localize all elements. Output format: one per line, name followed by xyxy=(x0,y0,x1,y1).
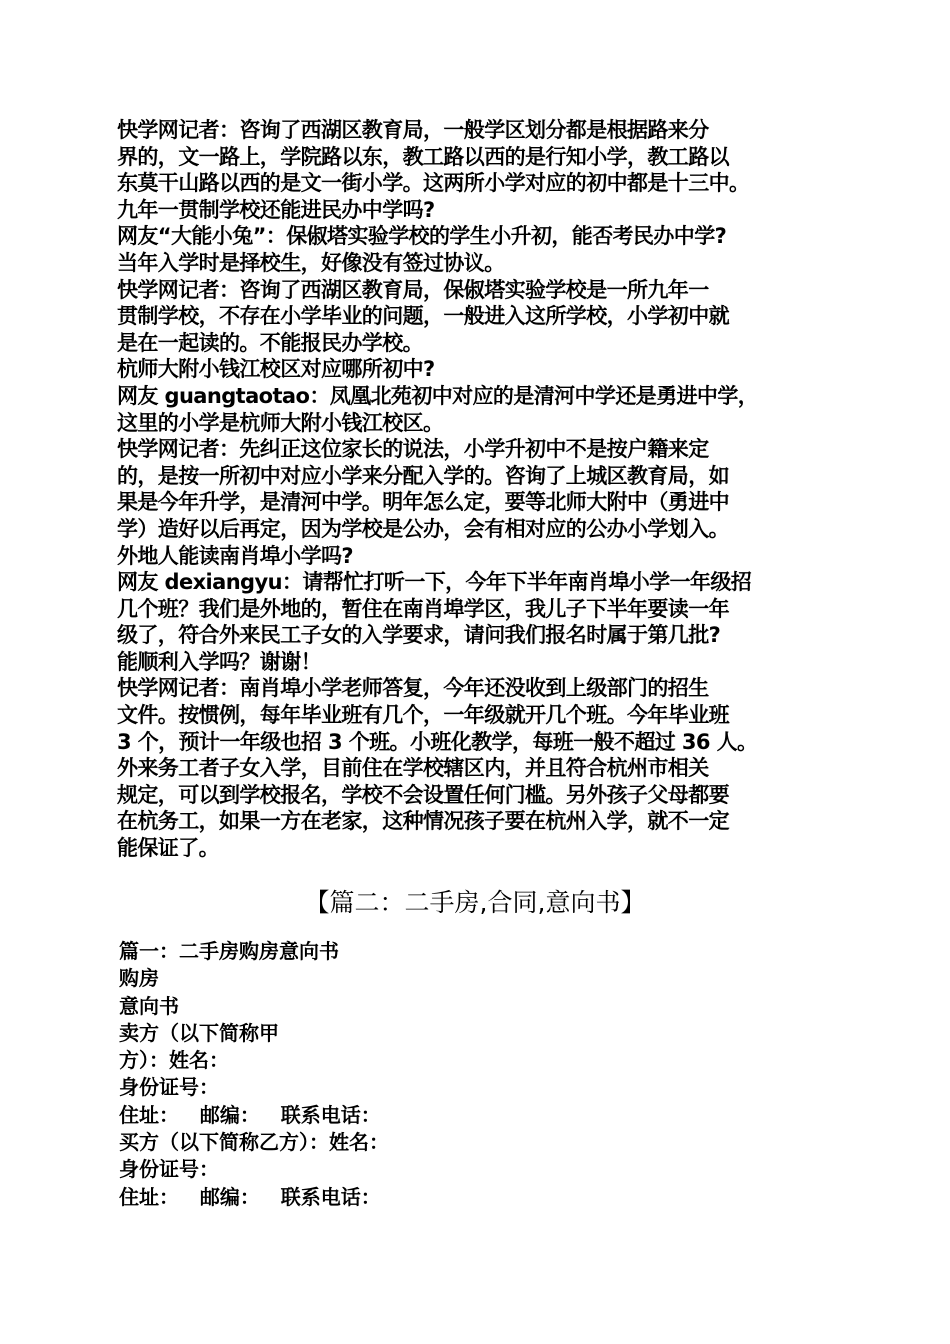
seller-name-field: 方）：姓名： xyxy=(119,1048,229,1073)
seller-address-field: 住址： 邮编： 联系电话： xyxy=(119,1102,381,1127)
qa-line: 能保证了。 xyxy=(117,836,219,861)
qa-line: 果是今年升学，是清河中学。明年怎么定，要等北师大附中（勇进中 xyxy=(117,490,729,515)
qa-line: 3 个，预计一年级也招 3 个班。小班化教学，每班一般不超过 36 人。 xyxy=(117,729,758,754)
qa-line: 的，是按一所初中对应小学来分配入学的。咨询了上城区教育局，如 xyxy=(117,463,729,488)
buyer-name-field: 买方（以下简称乙方）：姓名： xyxy=(119,1130,389,1155)
qa-question-heading: 外地人能读南肖埠小学吗? xyxy=(117,543,353,568)
buyer-id-field: 身份证号： xyxy=(119,1157,219,1182)
qa-article xyxy=(117,117,847,862)
section-title: 【篇二：二手房,合同,意向书】 xyxy=(304,888,646,917)
qa-question-heading: 九年一贯制学校还能进民办中学吗? xyxy=(117,197,435,222)
seller-id-field: 身份证号： xyxy=(119,1075,219,1100)
qa-line: 外来务工者子女入学，目前住在学校辖区内，并且符合杭州市相关 xyxy=(117,756,709,781)
qa-line: 东莫干山路以西的是文一街小学。这两所小学对应的初中都是十三中。 xyxy=(117,171,750,196)
qa-line: 快学网记者：咨询了西湖区教育局，保俶塔实验学校是一所九年一 xyxy=(117,277,709,302)
qa-line: 文件。按惯例，每年毕业班有几个，一年级就开几个班。今年毕业班 xyxy=(117,703,729,728)
qa-line: 级了，符合外来民工子女的入学要求，请问我们报名时属于第几批? xyxy=(117,623,721,648)
buyer-address-field: 住址： 邮编： 联系电话： xyxy=(119,1184,381,1209)
contract-line: 意向书 xyxy=(119,993,179,1018)
qa-line: 是在一起读的。不能报民办学校。 xyxy=(117,330,423,355)
qa-line: 快学网记者：咨询了西湖区教育局，一般学区划分都是根据路来分 xyxy=(117,118,709,142)
contract-line: 卖方（以下简称甲 xyxy=(119,1020,279,1045)
qa-question-heading: 杭师大附小钱江校区对应哪所初中? xyxy=(117,357,435,382)
qa-line: 能顺利入学吗？谢谢！ xyxy=(117,649,321,674)
qa-line: 贯制学校，不存在小学毕业的问题，一般进入这所学校，小学初中就 xyxy=(117,304,729,329)
qa-line: 几个班？我们是外地的，暂住在南肖埠学区，我儿子下半年要读一年 xyxy=(117,596,729,621)
qa-line: 网友“大能小兔”：保俶塔实验学校的学生小升初，能否考民办中学? xyxy=(117,224,727,249)
qa-line: 学）造好以后再定，因为学校是公办，会有相对应的公办小学划入。 xyxy=(117,516,729,541)
qa-line: 在杭务工，如果一方在老家，这种情况孩子要在杭州入学，就不一定 xyxy=(117,809,729,834)
contract-heading: 篇一：二手房购房意向书 xyxy=(119,939,339,963)
qa-line: 快学网记者：南肖埠小学老师答复，今年还没收到上级部门的招生 xyxy=(117,676,709,701)
contract-form xyxy=(119,938,719,1211)
qa-line: 网友 guangtaotao：凤凰北苑初中对应的是清河中学还是勇进中学， xyxy=(117,383,759,408)
qa-line: 规定，可以到学校报名，学校不会设置任何门槛。另外孩子父母都要 xyxy=(117,782,729,807)
qa-line: 界的，文一路上，学院路以东，教工路以西的是行知小学，教工路以 xyxy=(117,144,729,169)
qa-line: 这里的小学是杭师大附小钱江校区。 xyxy=(117,410,444,435)
qa-line: 当年入学时是择校生，好像没有签过协议。 xyxy=(117,250,505,275)
contract-line: 购房 xyxy=(119,966,159,991)
qa-line: 快学网记者：先纠正这位家长的说法，小学升初中不是按户籍来定 xyxy=(117,437,709,462)
qa-line: 网友 dexiangyu：请帮忙打听一下，今年下半年南肖埠小学一年级招 xyxy=(117,570,752,595)
